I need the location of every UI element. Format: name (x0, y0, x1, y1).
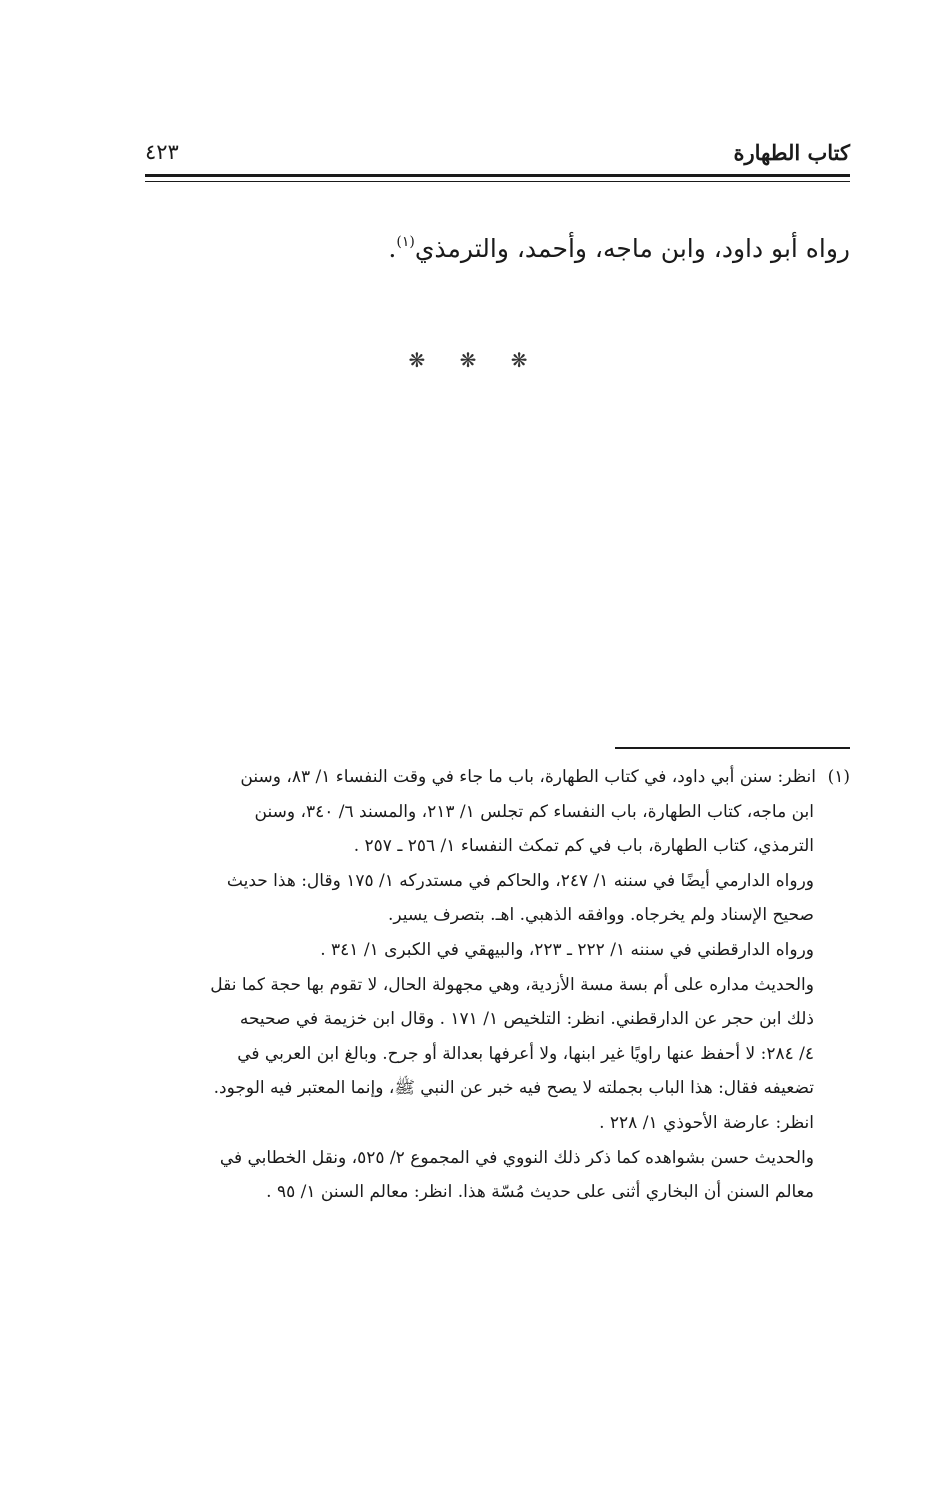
footnote-line: ذلك ابن حجر عن الدارقطني. انظر: التلخيص ١/ ١٧١ . وقال ابن خزيمة في صحيحه (239, 1009, 814, 1030)
header-rule-thin (145, 181, 850, 182)
main-paragraph (145, 222, 850, 269)
main-text: رواه أبو داود، وابن ماجه، وأحمد، والترمذي (414, 234, 850, 263)
footnote-line: تضعيفه فقال: هذا الباب بجملته لا يصح فيه خبر عن النبي ﷺ، وإنما المعتبر فيه الوجود. (213, 1078, 814, 1099)
footnote-reference: (١) (396, 234, 415, 250)
main-text-end: . (388, 234, 397, 263)
footnote-line (135, 760, 850, 795)
header-rule-thick (145, 174, 850, 177)
footnote-line: انظر: عارضة الأحوذي ١/ ٢٢٨ . (599, 1112, 814, 1133)
footnote-line: معالم السنن أن البخاري أثنى على حديث مُسّة هذا. انظر: معالم السنن ١/ ٩٥ . (266, 1182, 814, 1203)
footnote-line: ورواه الدارمي أيضًا في سننه ١/ ٢٤٧، والحاكم في مستدركه ١/ ١٧٥ وقال: هذا حديث (226, 870, 814, 891)
footnote-line: ٤/ ٢٨٤: لا أحفظ عنها راويًا غير ابنها، ولا أعرفها بعدالة أو جرح. وبالغ ابن العربي في (237, 1043, 814, 1064)
footnote-line: ورواه الدارقطني في سننه ١/ ٢٢٢ ـ ٢٢٣، والبيهقي في الكبرى ١/ ٣٤١ . (320, 939, 814, 960)
running-header (145, 136, 850, 172)
footnote-rule (615, 747, 850, 749)
footnote-line: والحديث حسن بشواهده كما ذكر ذلك النووي في المجموع ٢/ ٥٢٥، ونقل الخطابي في (219, 1147, 814, 1168)
page-number: ٤٢٣ (145, 140, 179, 164)
footnotes (135, 760, 850, 1210)
footnote-line: صحيح الإسناد ولم يخرجاه. ووافقه الذهبي. اهـ. بتصرف يسير. (387, 905, 814, 926)
footnote-line: الترمذي، كتاب الطهارة، باب في كم تمكث النفساء ١/ ٢٥٦ ـ ٢٥٧ . (353, 836, 814, 857)
footnote-text: انظر: سنن أبي داود، في كتاب الطهارة، باب ما جاء في وقت النفساء ١/ ٨٣، وسنن (240, 767, 816, 787)
footnote-line: والحديث مداره على أم بسة مسة الأزدية، وهي مجهولة الحال، لا تقوم بها حجة كما نقل (210, 974, 814, 995)
section-separator: ❋ ❋ ❋ (408, 348, 542, 372)
footnote-marker: (١) (827, 767, 850, 787)
footnote-line: ابن ماجه، كتاب الطهارة، باب النفساء كم تجلس ١/ ٢١٣، والمسند ٦/ ٣٤٠، وسنن (254, 801, 814, 822)
chapter-title: كتاب الطهارة (733, 140, 850, 165)
